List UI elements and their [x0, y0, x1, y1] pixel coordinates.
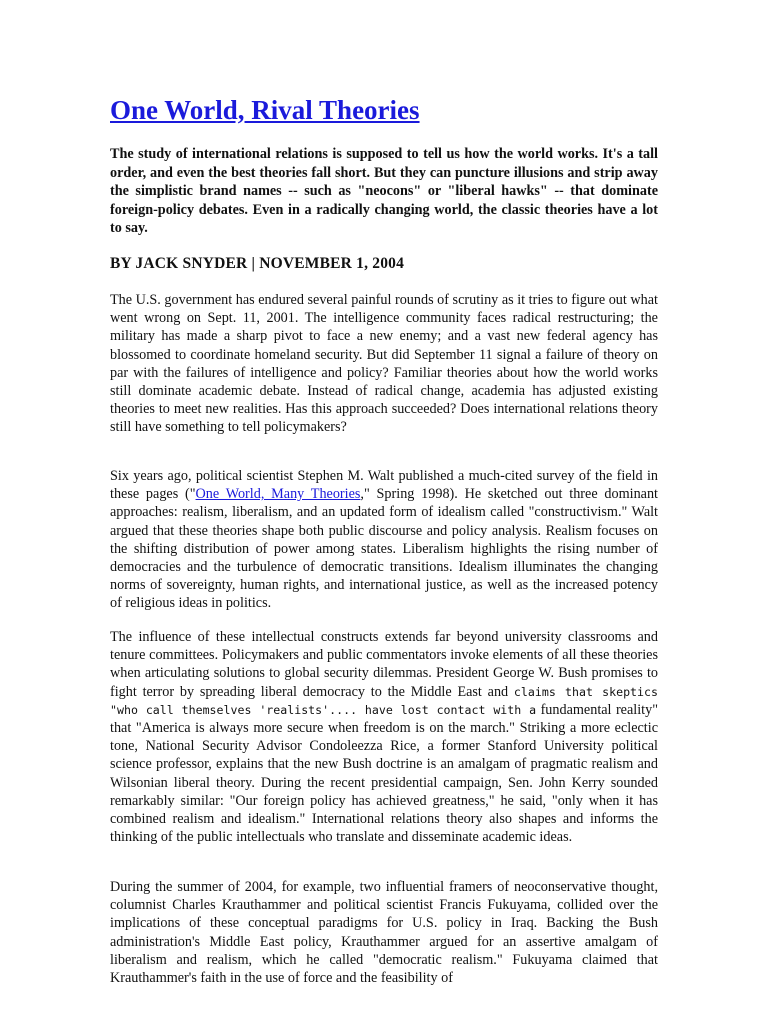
paragraph-3-mono-text: claims that skeptics "who call themselves 'realists'.... have lost contact with a: [110, 684, 658, 717]
paragraph-3-text-start: The influence of these intellectual constructs extends far beyond university classrooms and tenure committees. Policymakers and public commentators invoke elements of all these theories when articulating solutions to global security dilemmas. President George W. Bush promises to fight terror by spreading liberal democracy to the Middle East and: [110, 629, 658, 700]
paragraph-3-text-end: fundamental reality" that "America is always more secure when freedom is on the march." Striking a more eclectic tone, National Security Advisor Condoleezza Rice, a former Stanford University political science professor, explains that the new Bush doctrine is an amalgam of pragmatic realism and Wilsonian liberal theory. During the recent presidential campaign, Sen. John Kerry sounded remarkably similar: "Our foreign policy has achieved greatness," he said, "only when it has combined realism and idealism." International relations theory also shapes and informs the thinking of the public intellectuals who translate and disseminate academic ideas.: [110, 701, 658, 846]
paragraph-2-text-end: ," Spring 1998). He sketched out three dominant approaches: realism, liberalism, and an updated form of idealism called "constructivism." Walt argued that these theories shape both public discourse and policy analysis. Realism focuses on the shifting distribution of power among states. Liberalism highlights the rising number of democracies and the turbulence of democratic transitions. Idealism illuminates the changing norms of sovereignty, human rights, and international justice, as well as the increased potency of religious ideas in politics.: [110, 486, 658, 612]
article-abstract: The study of international relations is supposed to tell us how the world works. It's a tall order, and even the best theories fall short. But they can puncture illusions and strip away the simplistic brand names -- such as "neocons" or "liberal hawks" -- that dominate foreign-policy debates. Even in a radically changing world, the classic theories have a lot to say.: [110, 146, 658, 237]
paragraph-4: During the summer of 2004, for example, two influential framers of neoconservative thought, columnist Charles Krauthammer and political scientist Francis Fukuyama, collided over the implications of these conceptual paradigms for U.S. policy in Iraq. Backing the Bush administration's Middle East policy, Krauthammer argued for an assertive amalgam of liberalism and realism, which he called "democratic realism." Fukuyama claimed that Krauthammer's faith in the use of force and the feasibility of: [110, 879, 658, 987]
paragraph-2-text-start: Six years ago, political scientist Stephen M. Walt published a much-cited survey of the field in these pages (": [110, 468, 658, 503]
article-title-link[interactable]: One World, Rival Theories: [110, 95, 420, 125]
paragraph-2: [110, 467, 658, 613]
paragraph-3: [110, 628, 658, 846]
byline: BY JACK SNYDER | NOVEMBER 1, 2004: [110, 255, 405, 272]
paragraph-1: The U.S. government has endured several painful rounds of scrutiny as it tries to figure out what went wrong on Sept. 11, 2001. The intelligence community faces radical restructuring; the military has made a sharp pivot to face a new enemy; and a vast new federal agency has blossomed to coordinate homeland security. But did September 11 signal a failure of theory on par with the failures of intelligence and policy? Familiar theories about how the world works still dominate academic debate. Instead of radical change, academia has adjusted existing theories to meet new realities. Has this approach succeeded? Does international relations theory still have something to tell policymakers?: [110, 292, 658, 436]
one-world-many-theories-link[interactable]: One World, Many Theories: [195, 486, 361, 503]
